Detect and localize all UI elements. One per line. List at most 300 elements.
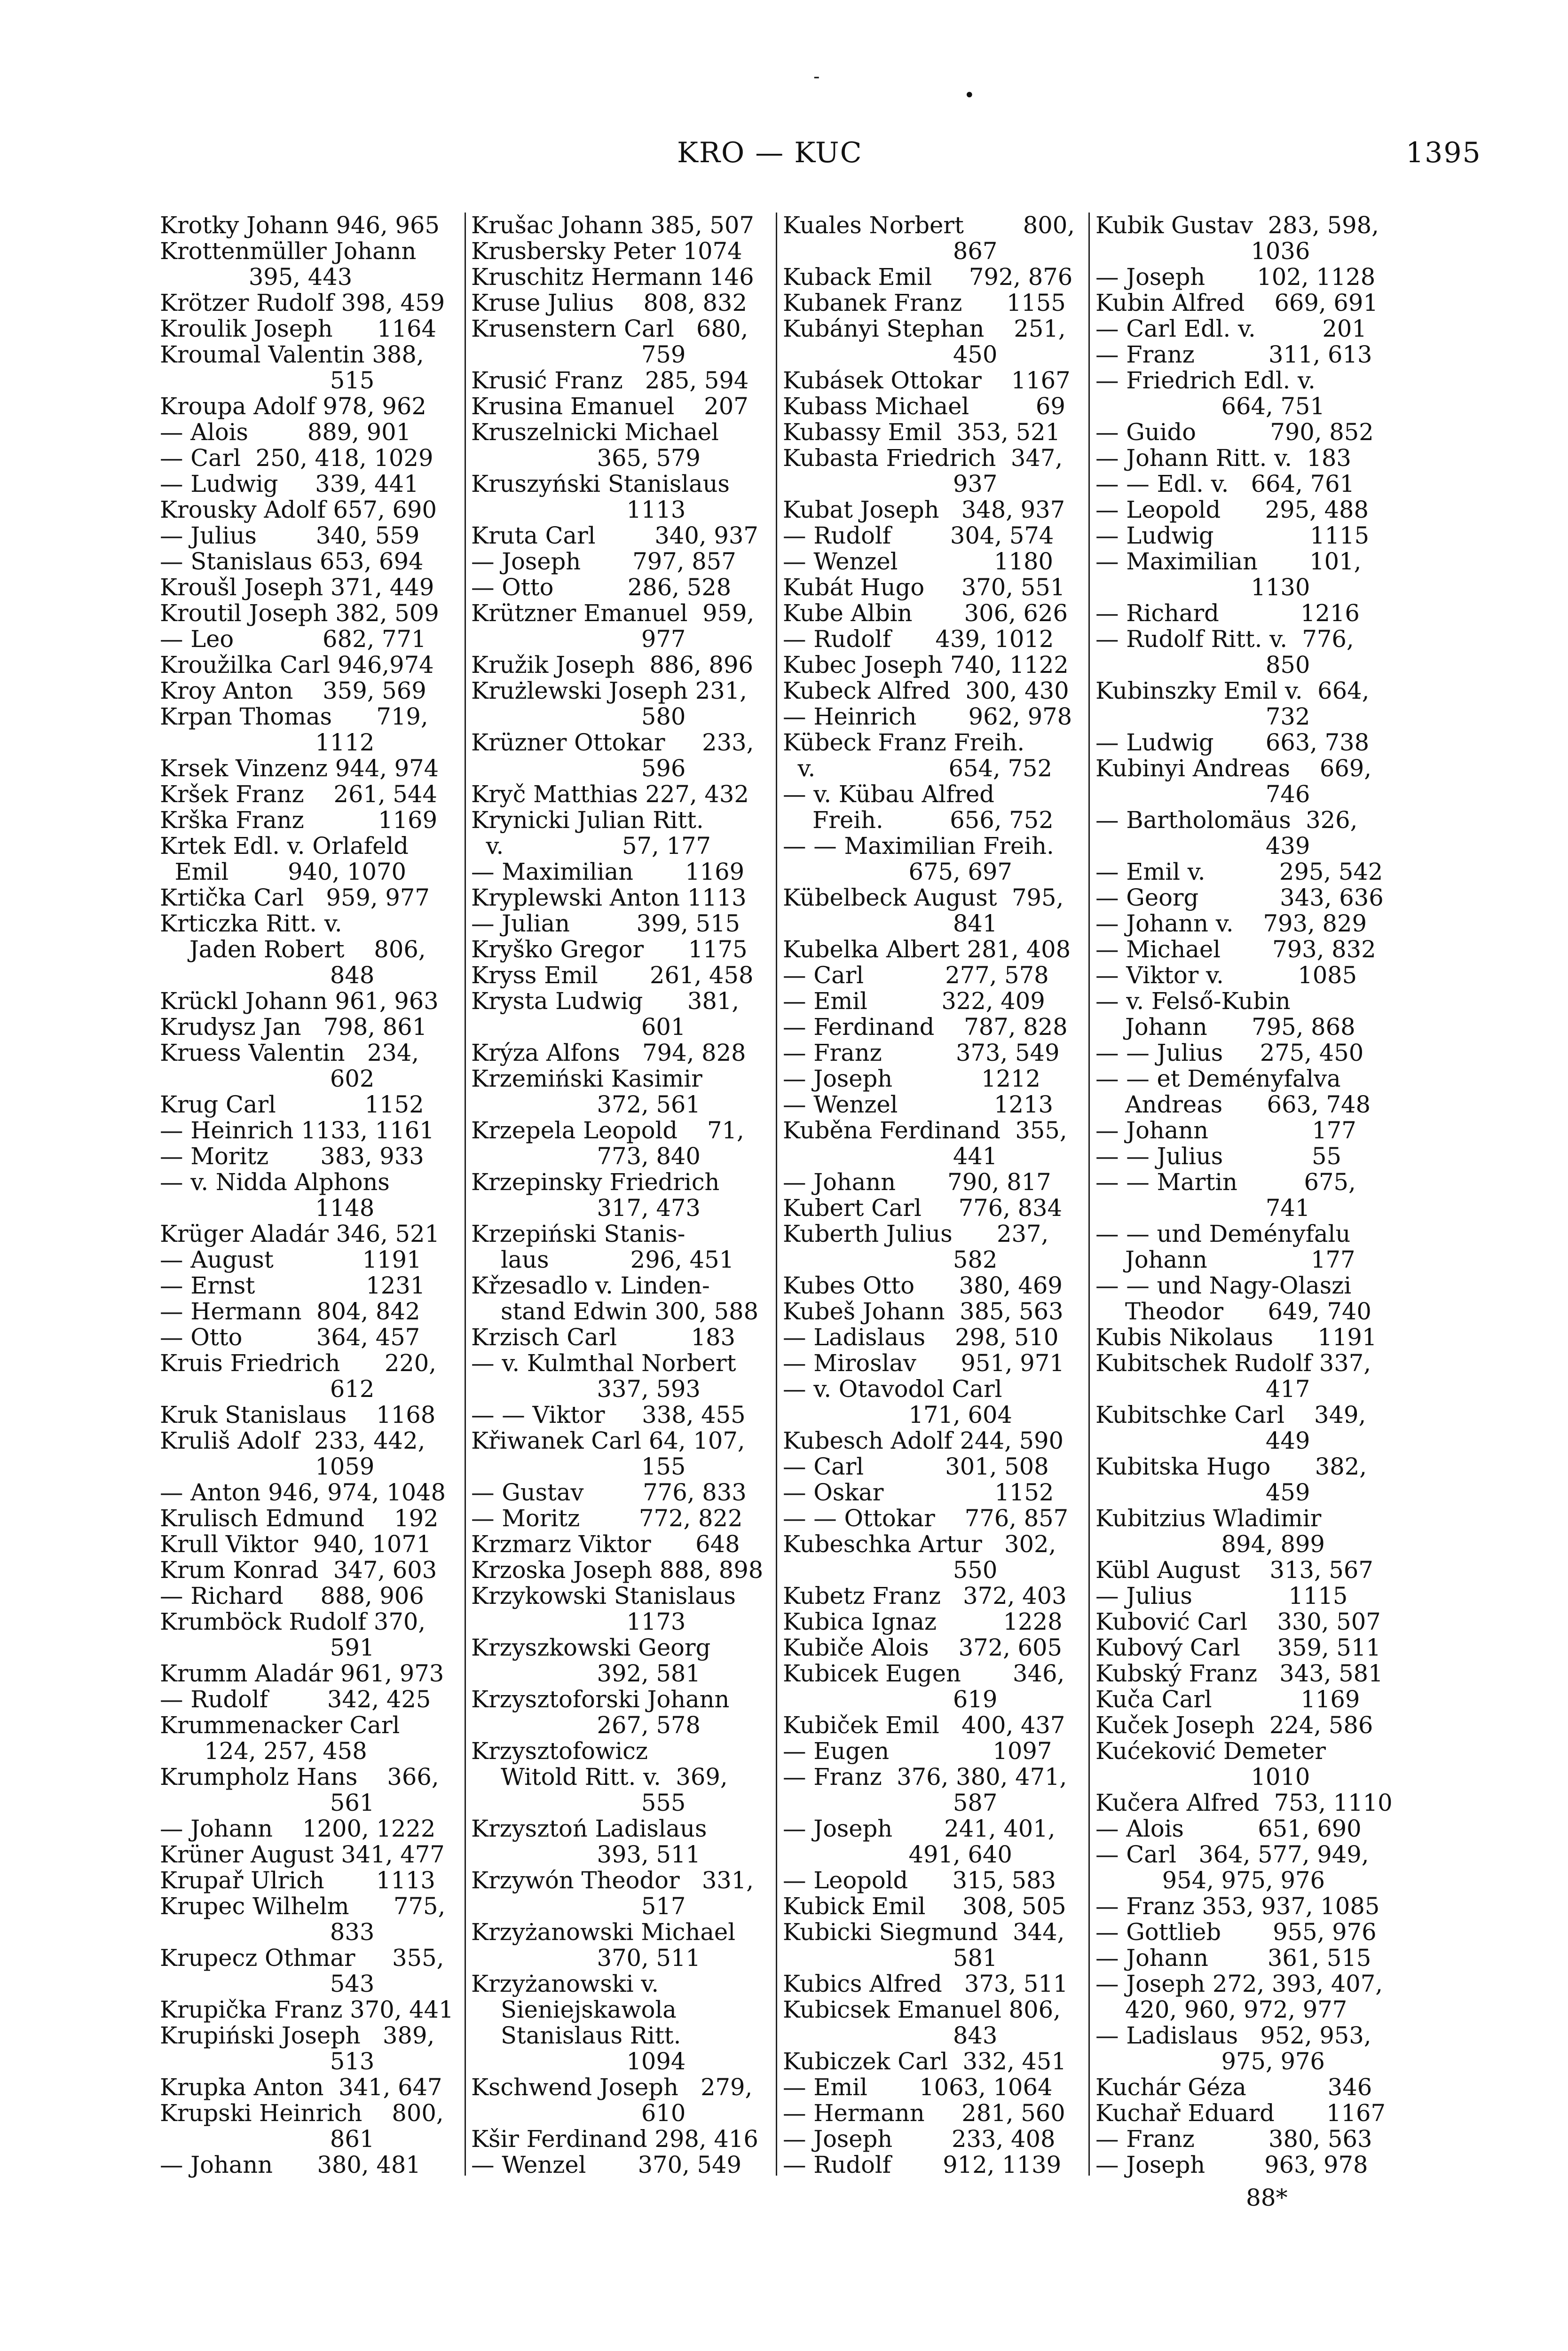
index-entry-line: Kübl August 313, 567 bbox=[1095, 1556, 1373, 1584]
index-entry-line: Krüzner Ottokar 233, bbox=[471, 729, 754, 756]
index-entry-line: 850 bbox=[1095, 651, 1310, 678]
index-entry-line: Kubat Joseph 348, 937 bbox=[783, 496, 1065, 523]
index-entry-line: — Franz 353, 937, 1085 bbox=[1095, 1893, 1380, 1920]
index-entry-line: Kryško Gregor 1175 bbox=[471, 936, 748, 963]
index-entry-line: — Emil 1063, 1064 bbox=[783, 2074, 1053, 2101]
index-entry-line: Krusenstern Carl 680, bbox=[471, 315, 749, 342]
index-entry-line: — Johann 177 bbox=[1095, 1117, 1356, 1144]
index-entry-line: Kubový Carl 359, 511 bbox=[1095, 1634, 1381, 1661]
index-entry-line: 155 bbox=[471, 1453, 686, 1480]
index-entry-line: Krzisch Carl 183 bbox=[471, 1324, 735, 1351]
index-entry-line: — Leopold 315, 583 bbox=[783, 1867, 1056, 1894]
index-entry-line: Kubský Franz 343, 581 bbox=[1095, 1660, 1383, 1687]
index-entry-line: 417 bbox=[1095, 1375, 1310, 1403]
index-entry-line: Krzepinsky Friedrich bbox=[471, 1168, 720, 1196]
index-entry-line: — — Edl. v. 664, 761 bbox=[1095, 470, 1355, 497]
index-entry-line: Kuales Norbert 800, bbox=[783, 212, 1075, 239]
index-entry-line: Kuček Joseph 224, 586 bbox=[1095, 1712, 1373, 1739]
index-entry-line: Kubitschke Carl 349, bbox=[1095, 1401, 1366, 1428]
index-entry-line: 732 bbox=[1095, 703, 1310, 730]
index-entry-line: Kubinszky Emil v. 664, bbox=[1095, 677, 1370, 704]
index-entry-line: Krützner Emanuel 959, bbox=[471, 600, 755, 627]
index-entry-line: — Ludwig 339, 441 bbox=[160, 470, 419, 497]
index-entry-line: — Rudolf Ritt. v. 776, bbox=[1095, 625, 1354, 653]
index-entry-line: Kubicsek Emanuel 806, bbox=[783, 1996, 1061, 2023]
index-entry-line: — Michael 793, 832 bbox=[1095, 936, 1376, 963]
index-entry-line: Kroutil Joseph 382, 509 bbox=[160, 600, 439, 627]
index-entry-line: 937 bbox=[783, 470, 998, 497]
index-entry-line: — v. Kübau Alfred bbox=[783, 781, 994, 808]
index-entry-line: 596 bbox=[471, 755, 686, 782]
index-entry-line: — — und Deményfalu bbox=[1095, 1220, 1351, 1247]
index-entry-line: Kubics Alfred 373, 511 bbox=[783, 1970, 1068, 1997]
index-entry-line: — v. Felső-Kubin bbox=[1095, 987, 1291, 1015]
index-entry-line: Krzysztoforski Johann bbox=[471, 1686, 730, 1713]
index-entry-line: Krpan Thomas 719, bbox=[160, 703, 428, 730]
index-entry-line: — Carl 250, 418, 1029 bbox=[160, 444, 433, 472]
index-entry-line: 515 bbox=[160, 367, 375, 394]
index-entry-line: — Julian 399, 515 bbox=[471, 910, 741, 937]
index-entry-line: 392, 581 bbox=[471, 1660, 701, 1687]
index-entry-line: Freih. 656, 752 bbox=[783, 806, 1054, 834]
index-entry-line: — Georg 343, 636 bbox=[1095, 884, 1384, 911]
index-entry-line: Kubinyi Andreas 669, bbox=[1095, 755, 1372, 782]
index-entry-line: 843 bbox=[783, 2022, 998, 2049]
index-entry-line: — Ernst 1231 bbox=[160, 1272, 425, 1299]
index-entry-line: — Joseph 797, 857 bbox=[471, 548, 736, 575]
index-entry-line: — Franz 376, 380, 471, bbox=[783, 1763, 1067, 1791]
index-entry-line: Kryplewski Anton 1113 bbox=[471, 884, 747, 911]
margin-mark-left: - bbox=[813, 66, 820, 87]
column-3 bbox=[783, 213, 1084, 2178]
index-entry-line: — Hermann 804, 842 bbox=[160, 1298, 420, 1325]
column-2 bbox=[471, 213, 772, 2178]
index-entry-line: — Leopold 295, 488 bbox=[1095, 496, 1369, 523]
column-4 bbox=[1095, 213, 1396, 2178]
index-entry-line: Kubelka Albert 281, 408 bbox=[783, 936, 1071, 963]
index-entry-line: — — Viktor 338, 455 bbox=[471, 1401, 746, 1428]
index-entry-line: Krtička Carl 959, 977 bbox=[160, 884, 430, 911]
index-entry-line: — Carl 301, 508 bbox=[783, 1453, 1049, 1480]
index-entry-line: Kućeković Demeter bbox=[1095, 1737, 1326, 1765]
index-entry-line: — — Maximilian Freih. bbox=[783, 832, 1054, 860]
index-entry-line: — Stanislaus 653, 694 bbox=[160, 548, 424, 575]
index-entry-line: — Carl Edl. v. 201 bbox=[1095, 315, 1367, 342]
index-entry-line: — Viktor v. 1085 bbox=[1095, 962, 1357, 989]
index-entry-line: Kubanek Franz 1155 bbox=[783, 289, 1066, 316]
index-entry-line: 372, 561 bbox=[471, 1091, 701, 1118]
index-entry-line: Kruis Friedrich 220, bbox=[160, 1349, 437, 1377]
index-entry-line: — v. Nidda Alphons bbox=[160, 1168, 390, 1196]
index-entry-line: Witold Ritt. v. 369, bbox=[471, 1763, 728, 1791]
index-entry-line: Kubick Emil 308, 505 bbox=[783, 1893, 1066, 1920]
index-entry-line: Krýza Alfons 794, 828 bbox=[471, 1039, 746, 1066]
index-entry-line: — Carl 364, 577, 949, bbox=[1095, 1841, 1369, 1868]
index-entry-line: — Rudolf 439, 1012 bbox=[783, 625, 1054, 653]
index-entry-line: — Oskar 1152 bbox=[783, 1479, 1054, 1506]
index-entry-line: Krupec Wilhelm 775, bbox=[160, 1893, 446, 1920]
index-entry-line: 317, 473 bbox=[471, 1194, 701, 1222]
column-divider bbox=[776, 213, 777, 2176]
index-entry-line: 587 bbox=[783, 1789, 998, 1816]
index-entry-line: 395, 443 bbox=[160, 263, 353, 291]
index-entry-line: — Alois 651, 690 bbox=[1095, 1815, 1362, 1842]
index-entry-line: Kubert Carl 776, 834 bbox=[783, 1194, 1063, 1222]
index-entry-line: Kubassy Emil 353, 521 bbox=[783, 418, 1061, 446]
index-entry-line: — Johann v. 793, 829 bbox=[1095, 910, 1367, 937]
index-entry-line: 561 bbox=[160, 1789, 375, 1816]
index-entry-line: Kružik Joseph 886, 896 bbox=[471, 651, 753, 678]
index-entry-line: 550 bbox=[783, 1556, 998, 1584]
index-entry-line: laus 296, 451 bbox=[471, 1246, 734, 1273]
index-entry-line: — Ladislaus 298, 510 bbox=[783, 1324, 1059, 1351]
index-entry-line: Krum Konrad 347, 603 bbox=[160, 1556, 437, 1584]
index-entry-line: — Alois 889, 901 bbox=[160, 418, 411, 446]
index-entry-line: Kubitschek Rudolf 337, bbox=[1095, 1349, 1371, 1377]
index-entry-line: Krysta Ludwig 381, bbox=[471, 987, 740, 1015]
index-entry-line: Krzemiński Kasimir bbox=[471, 1065, 702, 1092]
index-entry-line: Kryss Emil 261, 458 bbox=[471, 962, 754, 989]
index-entry-line: Kruliš Adolf 233, 442, bbox=[160, 1427, 425, 1454]
index-entry-line: — Moritz 383, 933 bbox=[160, 1143, 424, 1170]
index-entry-line: — Gustav 776, 833 bbox=[471, 1479, 747, 1506]
index-entry-line: 954, 975, 976 bbox=[1095, 1867, 1325, 1894]
index-entry-line: — Miroslav 951, 971 bbox=[783, 1349, 1064, 1377]
index-entry-line: — — Ottokar 776, 857 bbox=[783, 1505, 1069, 1532]
index-entry-line: Kubes Otto 380, 469 bbox=[783, 1272, 1063, 1299]
index-entry-line: Krsek Vinzenz 944, 974 bbox=[160, 755, 439, 782]
index-entry-line: 439 bbox=[1095, 832, 1310, 860]
index-entry-line: Krupička Franz 370, 441 bbox=[160, 1996, 454, 2023]
index-entry-line: — Hermann 281, 560 bbox=[783, 2099, 1065, 2127]
index-entry-line: — Guido 790, 852 bbox=[1095, 418, 1374, 446]
index-entry-line: — Moritz 772, 822 bbox=[471, 1505, 743, 1532]
index-entry-line: 773, 840 bbox=[471, 1143, 701, 1170]
index-entry-line: Kubetz Franz 372, 403 bbox=[783, 1582, 1067, 1609]
index-entry-line: 171, 604 bbox=[783, 1401, 1012, 1428]
index-entry-line: Kubović Carl 330, 507 bbox=[1095, 1608, 1381, 1635]
index-entry-line: 1173 bbox=[471, 1608, 686, 1635]
index-entry-line: 543 bbox=[160, 1970, 375, 1997]
index-entry-line: 555 bbox=[471, 1789, 686, 1816]
index-entry-line: Kruse Julius 808, 832 bbox=[471, 289, 747, 316]
index-entry-line: Kubass Michael 69 bbox=[783, 393, 1065, 420]
index-entry-line: — Bartholomäus 326, bbox=[1095, 806, 1358, 834]
index-entry-line: — Julius 340, 559 bbox=[160, 522, 420, 549]
index-entry-line: 581 bbox=[783, 1944, 998, 1972]
index-entry-line: Kubec Joseph 740, 1122 bbox=[783, 651, 1069, 678]
index-entry-line: — Ludwig 1115 bbox=[1095, 522, 1370, 549]
index-entry-line: Krzepela Leopold 71, bbox=[471, 1117, 744, 1144]
index-entry-line: Krückl Johann 961, 963 bbox=[160, 987, 439, 1015]
index-entry-line: Krudysz Jan 798, 861 bbox=[160, 1013, 427, 1041]
index-entry-line: Kruk Stanislaus 1168 bbox=[160, 1401, 436, 1428]
index-entry-line: Krumböck Rudolf 370, bbox=[160, 1608, 426, 1635]
index-entry-line: Kšir Ferdinand 298, 416 bbox=[471, 2125, 758, 2153]
index-entry-line: — Johann Ritt. v. 183 bbox=[1095, 444, 1351, 472]
index-entry-line: 513 bbox=[160, 2048, 375, 2075]
index-entry-line: 848 bbox=[160, 962, 375, 989]
index-entry-line: — Joseph 272, 393, 407, bbox=[1095, 1970, 1383, 1997]
index-entry-line: Kübelbeck August 795, bbox=[783, 884, 1064, 911]
index-entry-line: 491, 640 bbox=[783, 1841, 1012, 1868]
index-entry-line: Kroy Anton 359, 569 bbox=[160, 677, 426, 704]
index-entry-line: 746 bbox=[1095, 781, 1310, 808]
index-entry-line: Kroumal Valentin 388, bbox=[160, 341, 424, 368]
index-entry-line: Krupka Anton 341, 647 bbox=[160, 2074, 442, 2101]
index-entry-line: 441 bbox=[783, 1143, 998, 1170]
index-entry-line: Kubik Gustav 283, 598, bbox=[1095, 212, 1379, 239]
index-entry-line: 610 bbox=[471, 2099, 686, 2127]
index-entry-line: Kryč Matthias 227, 432 bbox=[471, 781, 749, 808]
index-entry-line: — Johann 790, 817 bbox=[783, 1168, 1051, 1196]
index-entry-line: 894, 899 bbox=[1095, 1531, 1325, 1558]
index-entry-line: — v. Kulmthal Norbert bbox=[471, 1349, 736, 1377]
index-entry-line: Stanislaus Ritt. bbox=[471, 2022, 681, 2049]
index-entry-line: 759 bbox=[471, 341, 686, 368]
index-entry-line: — Johann 1200, 1222 bbox=[160, 1815, 436, 1842]
index-entry-line: — Heinrich 962, 978 bbox=[783, 703, 1072, 730]
index-entry-line: Krusbersky Peter 1074 bbox=[471, 237, 742, 265]
index-entry-line: Kubeš Johann 385, 563 bbox=[783, 1298, 1064, 1325]
index-entry-line: Kubitska Hugo 382, bbox=[1095, 1453, 1367, 1480]
index-entry-line: — Heinrich 1133, 1161 bbox=[160, 1117, 434, 1144]
index-entry-line: Krusić Franz 285, 594 bbox=[471, 367, 749, 394]
index-entry-line: Krulisch Edmund 192 bbox=[160, 1505, 439, 1532]
index-entry-line: Krzyszkowski Georg bbox=[471, 1634, 711, 1661]
index-entry-line: — Johann 380, 481 bbox=[160, 2151, 421, 2178]
index-entry-line: — Joseph 963, 978 bbox=[1095, 2151, 1368, 2178]
index-entry-line: 1130 bbox=[1095, 574, 1310, 601]
index-entry-line: 975, 976 bbox=[1095, 2048, 1325, 2075]
column-divider bbox=[1088, 213, 1090, 2176]
index-entry-line: Kroušl Joseph 371, 449 bbox=[160, 574, 434, 601]
index-entry-line: Krumpholz Hans 366, bbox=[160, 1763, 439, 1791]
index-entry-line: Sieniejskawola bbox=[471, 1996, 677, 2023]
index-entry-line: — Maximilian 101, bbox=[1095, 548, 1362, 575]
index-entry-line: Kubát Hugo 370, 551 bbox=[783, 574, 1065, 601]
index-entry-line: — Otto 364, 457 bbox=[160, 1324, 420, 1351]
index-entry-line: Krüner August 341, 477 bbox=[160, 1841, 445, 1868]
index-entry-line: 664, 751 bbox=[1095, 393, 1325, 420]
index-entry-line: — v. Otavodol Carl bbox=[783, 1375, 1002, 1403]
index-entry-line: Krynicki Julian Ritt. bbox=[471, 806, 704, 834]
index-entry-line: 741 bbox=[1095, 1194, 1310, 1222]
index-entry-line: — Ferdinand 787, 828 bbox=[783, 1013, 1068, 1041]
index-entry-line: — Leo 682, 771 bbox=[160, 625, 426, 653]
index-entry-line: — Ludwig 663, 738 bbox=[1095, 729, 1370, 756]
index-entry-line: Kubeck Alfred 300, 430 bbox=[783, 677, 1069, 704]
index-entry-line: Krzyżanowski Michael bbox=[471, 1918, 736, 1946]
index-entry-line: Krug Carl 1152 bbox=[160, 1091, 424, 1118]
index-entry-line: 1094 bbox=[471, 2048, 686, 2075]
index-entry-line: Krużlewski Joseph 231, bbox=[471, 677, 747, 704]
index-entry-line: Krüger Aladár 346, 521 bbox=[160, 1220, 440, 1247]
index-entry-line: Krzysztoń Ladislaus bbox=[471, 1815, 707, 1842]
index-entry-line: — Eugen 1097 bbox=[783, 1737, 1052, 1765]
index-entry-line: Kubiček Emil 400, 437 bbox=[783, 1712, 1065, 1739]
index-entry-line: 337, 593 bbox=[471, 1375, 701, 1403]
index-entry-line: Kubasta Friedrich 347, bbox=[783, 444, 1063, 472]
index-entry-line: Krška Franz 1169 bbox=[160, 806, 438, 834]
index-entry-line: 1036 bbox=[1095, 237, 1310, 265]
index-entry-line: — Wenzel 370, 549 bbox=[471, 2151, 742, 2178]
index-entry-line: — Carl 277, 578 bbox=[783, 962, 1049, 989]
index-entry-line: — — et Deményfalva bbox=[1095, 1065, 1341, 1092]
index-entry-line: Krousky Adolf 657, 690 bbox=[160, 496, 437, 523]
index-entry-line: — Wenzel 1213 bbox=[783, 1091, 1053, 1118]
index-entry-line: Kruszelnicki Michael bbox=[471, 418, 719, 446]
index-entry-line: 619 bbox=[783, 1686, 998, 1713]
index-entry-line: 393, 511 bbox=[471, 1841, 701, 1868]
index-entry-line: — Gottlieb 955, 976 bbox=[1095, 1918, 1377, 1946]
index-entry-line: 1113 bbox=[471, 496, 686, 523]
index-entry-line: 370, 511 bbox=[471, 1944, 701, 1972]
index-entry-line: Krupař Ulrich 1113 bbox=[160, 1867, 435, 1894]
index-entry-line: Krotky Johann 946, 965 bbox=[160, 212, 440, 239]
index-entry-line: — — Julius 275, 450 bbox=[1095, 1039, 1364, 1066]
index-entry-line: — Anton 946, 974, 1048 bbox=[160, 1479, 446, 1506]
index-entry-line: Kruta Carl 340, 937 bbox=[471, 522, 758, 549]
index-entry-line: Krötzer Rudolf 398, 459 bbox=[160, 289, 445, 316]
index-entry-line: Kroulik Joseph 1164 bbox=[160, 315, 437, 342]
index-entry-line: — Emil 322, 409 bbox=[783, 987, 1045, 1015]
index-entry-line: Kruess Valentin 234, bbox=[160, 1039, 419, 1066]
index-entry-line: Krumm Aladár 961, 973 bbox=[160, 1660, 444, 1687]
index-entry-line: — Rudolf 342, 425 bbox=[160, 1686, 431, 1713]
index-entry-line: Krzywón Theodor 331, bbox=[471, 1867, 754, 1894]
index-entry-line: Kuchár Géza 346 bbox=[1095, 2074, 1372, 2101]
index-entry-line: Krzmarz Viktor 648 bbox=[471, 1531, 740, 1558]
index-entry-line: — Wenzel 1180 bbox=[783, 548, 1053, 575]
index-entry-line: Kubiče Alois 372, 605 bbox=[783, 1634, 1063, 1661]
index-entry-line: v. 654, 752 bbox=[783, 755, 1052, 782]
index-entry-line: 1148 bbox=[160, 1194, 375, 1222]
index-entry-line: Kuchař Eduard 1167 bbox=[1095, 2099, 1386, 2127]
index-entry-line: Krupecz Othmar 355, bbox=[160, 1944, 444, 1972]
index-entry-line: — — und Nagy-Olaszi bbox=[1095, 1272, 1352, 1299]
index-entry-line: Kuča Carl 1169 bbox=[1095, 1686, 1360, 1713]
index-entry-line: — Emil v. 295, 542 bbox=[1095, 858, 1383, 885]
index-entry-line: Kroupa Adolf 978, 962 bbox=[160, 393, 426, 420]
index-columns bbox=[160, 213, 1476, 2178]
index-entry-line: Kruszyński Stanislaus bbox=[471, 470, 730, 497]
column-1 bbox=[160, 213, 461, 2178]
index-entry-line: — Rudolf 912, 1139 bbox=[783, 2151, 1062, 2178]
index-entry-line: — Franz 311, 613 bbox=[1095, 341, 1372, 368]
index-entry-line: Kuběna Ferdinand 355, bbox=[783, 1117, 1067, 1144]
index-entry-line: — Friedrich Edl. v. bbox=[1095, 367, 1316, 394]
index-entry-line: — Maximilian 1169 bbox=[471, 858, 745, 885]
index-entry-line: Kubis Nikolaus 1191 bbox=[1095, 1324, 1377, 1351]
index-entry-line: 602 bbox=[160, 1065, 375, 1092]
index-entry-line: Kubiczek Carl 332, 451 bbox=[783, 2048, 1066, 2075]
index-entry-line: Krzoska Joseph 888, 898 bbox=[471, 1556, 764, 1584]
index-entry-line: 582 bbox=[783, 1246, 998, 1273]
index-entry-line: Krupiński Joseph 389, bbox=[160, 2022, 435, 2049]
index-entry-line: 124, 257, 458 bbox=[160, 1737, 367, 1765]
index-entry-line: Krusina Emanuel 207 bbox=[471, 393, 749, 420]
index-entry-line: 977 bbox=[471, 625, 686, 653]
index-entry-line: Kubicki Siegmund 344, bbox=[783, 1918, 1065, 1946]
index-entry-line: Johann 177 bbox=[1095, 1246, 1355, 1273]
index-entry-line: 365, 579 bbox=[471, 444, 701, 472]
index-entry-line: 449 bbox=[1095, 1427, 1310, 1454]
index-entry-line: 420, 960, 972, 977 bbox=[1095, 1996, 1347, 2023]
index-entry-line: — Otto 286, 528 bbox=[471, 574, 732, 601]
index-entry-line: 450 bbox=[783, 341, 998, 368]
index-entry-line: Kubeschka Artur 302, bbox=[783, 1531, 1056, 1558]
index-entry-line: Kübeck Franz Freih. bbox=[783, 729, 1025, 756]
index-entry-line: 1059 bbox=[160, 1453, 375, 1480]
index-entry-line: Krušac Johann 385, 507 bbox=[471, 212, 754, 239]
index-entry-line: Krzepiński Stanis- bbox=[471, 1220, 686, 1247]
index-entry-line: Jaden Robert 806, bbox=[160, 936, 426, 963]
index-entry-line: 675, 697 bbox=[783, 858, 1012, 885]
index-entry-line: — — Julius 55 bbox=[1095, 1143, 1341, 1170]
index-entry-line: Krzykowski Stanislaus bbox=[471, 1582, 736, 1609]
index-entry-line: Kubin Alfred 669, 691 bbox=[1095, 289, 1378, 316]
index-entry-line: Křiwanek Carl 64, 107, bbox=[471, 1427, 745, 1454]
index-entry-line: 612 bbox=[160, 1375, 375, 1403]
index-entry-line: Krull Viktor 940, 1071 bbox=[160, 1531, 432, 1558]
index-entry-line: 1010 bbox=[1095, 1763, 1310, 1791]
index-entry-line: Emil 940, 1070 bbox=[160, 858, 407, 885]
index-entry-line: 580 bbox=[471, 703, 686, 730]
index-entry-line: Johann 795, 868 bbox=[1095, 1013, 1355, 1041]
column-divider bbox=[465, 213, 466, 2176]
index-entry-line: Kubica Ignaz 1228 bbox=[783, 1608, 1063, 1635]
index-entry-line: Kschwend Joseph 279, bbox=[471, 2074, 753, 2101]
signature-mark: 88* bbox=[1246, 2184, 1288, 2211]
index-entry-line: stand Edwin 300, 588 bbox=[471, 1298, 759, 1325]
index-entry-line: Krticzka Ritt. v. bbox=[160, 910, 342, 937]
index-entry-line: — — Martin 675, bbox=[1095, 1168, 1356, 1196]
index-entry-line: Kubesch Adolf 244, 590 bbox=[783, 1427, 1064, 1454]
index-entry-line: 861 bbox=[160, 2125, 375, 2153]
index-entry-line: Krummenacker Carl bbox=[160, 1712, 400, 1739]
index-entry-line: — Ladislaus 952, 953, bbox=[1095, 2022, 1371, 2049]
index-entry-line: Křzesadlo v. Linden- bbox=[471, 1272, 710, 1299]
index-entry-line: Krupski Heinrich 800, bbox=[160, 2099, 444, 2127]
index-entry-line: — Johann 361, 515 bbox=[1095, 1944, 1371, 1972]
index-entry-line: 1112 bbox=[160, 729, 375, 756]
index-entry-line: — Joseph 102, 1128 bbox=[1095, 263, 1376, 291]
index-entry-line: Kršek Franz 261, 544 bbox=[160, 781, 437, 808]
index-entry-line: Kubányi Stephan 251, bbox=[783, 315, 1066, 342]
index-entry-line: Kruschitz Hermann 146 bbox=[471, 263, 754, 291]
index-entry-line: 591 bbox=[160, 1634, 375, 1661]
index-entry-line: 833 bbox=[160, 1918, 375, 1946]
index-entry-line: 517 bbox=[471, 1893, 686, 1920]
page-number: 1395 bbox=[1406, 136, 1481, 169]
index-entry-line: — Franz 373, 549 bbox=[783, 1039, 1060, 1066]
index-entry-line: — Richard 888, 906 bbox=[160, 1582, 424, 1609]
index-entry-line: Krzysztofowicz bbox=[471, 1737, 648, 1765]
index-entry-line: — Joseph 1212 bbox=[783, 1065, 1040, 1092]
index-entry-line: Krtek Edl. v. Orlafeld bbox=[160, 832, 409, 860]
index-entry-line: Kubitzius Wladimir bbox=[1095, 1505, 1322, 1532]
running-head: KRO — KUC bbox=[677, 136, 863, 169]
index-entry-line: 459 bbox=[1095, 1479, 1310, 1506]
index-entry-line: Krzyżanowski v. bbox=[471, 1970, 659, 1997]
index-entry-line: — Joseph 233, 408 bbox=[783, 2125, 1056, 2153]
index-entry-line: — Joseph 241, 401, bbox=[783, 1815, 1056, 1842]
index-entry-line: Kubásek Ottokar 1167 bbox=[783, 367, 1071, 394]
index-entry-line: 841 bbox=[783, 910, 998, 937]
index-entry-line: — Julius 1115 bbox=[1095, 1582, 1348, 1609]
index-entry-line: Kučera Alfred 753, 1110 bbox=[1095, 1789, 1393, 1816]
